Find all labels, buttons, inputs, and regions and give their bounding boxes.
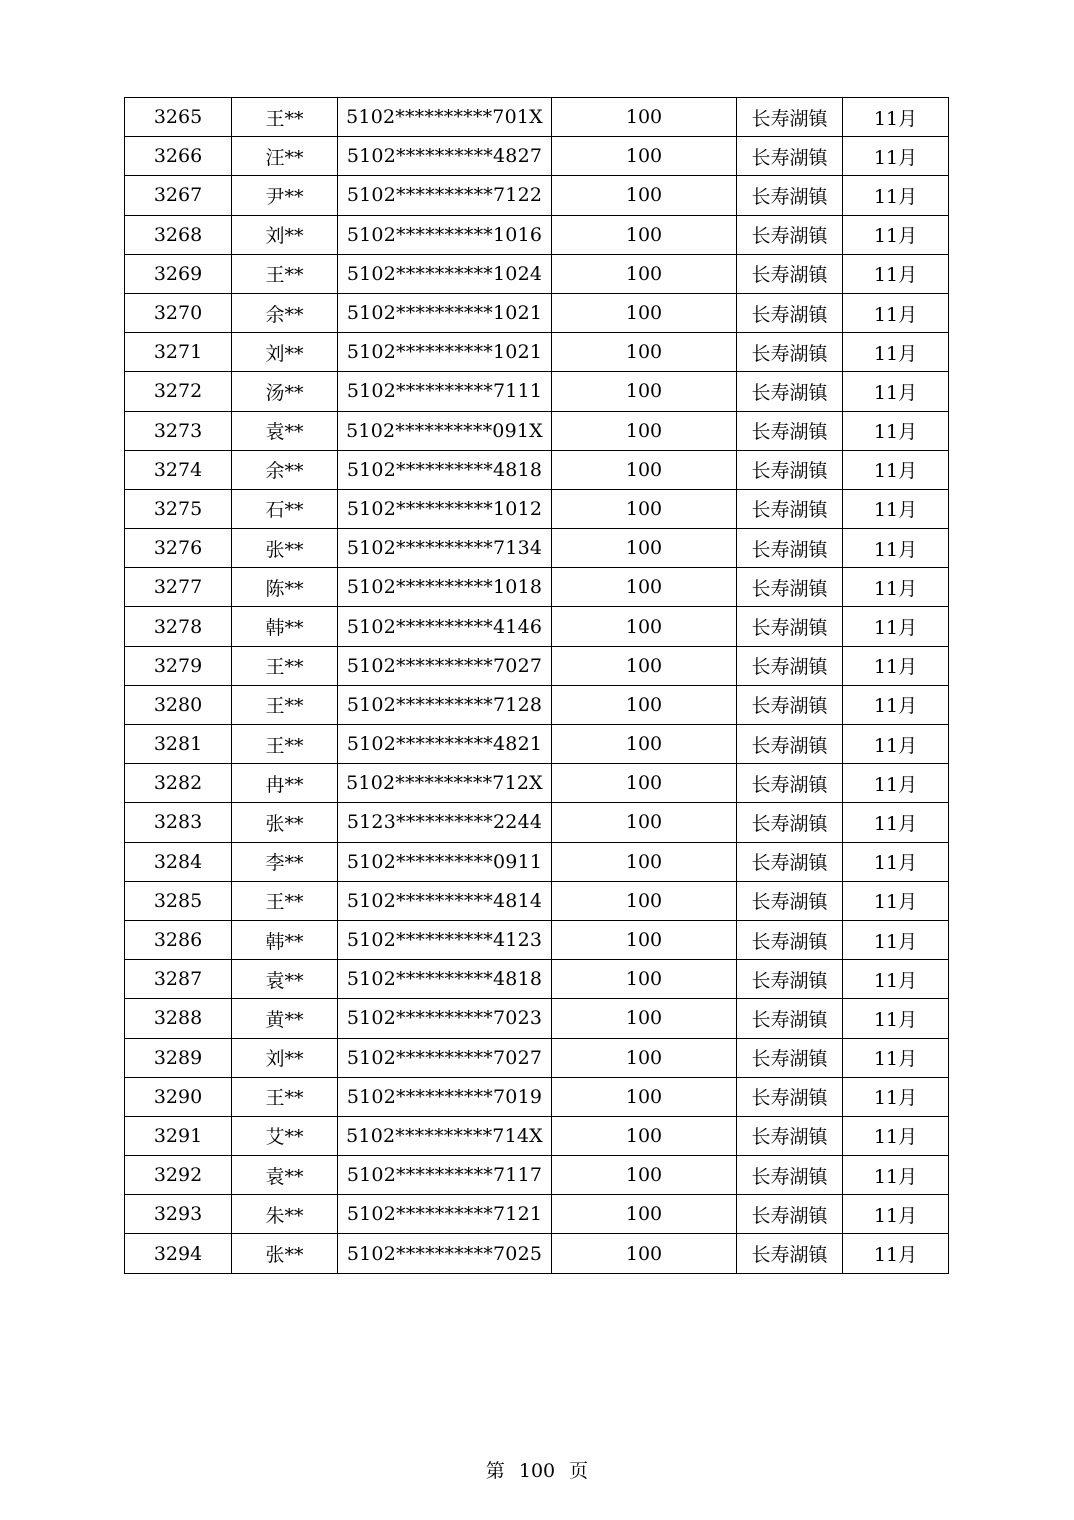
id-number-cell: 5102**********1021 <box>338 333 552 372</box>
town-cell: 长寿湖镇 <box>737 920 843 959</box>
name-cell: 王** <box>232 646 338 685</box>
month-cell: 11月 <box>843 333 949 372</box>
serial-cell: 3276 <box>125 529 232 568</box>
name-cell: 张** <box>232 1234 338 1273</box>
amount-cell: 100 <box>552 764 737 803</box>
town-cell: 长寿湖镇 <box>737 215 843 254</box>
name-cell: 冉** <box>232 764 338 803</box>
month-cell: 11月 <box>843 176 949 215</box>
name-cell: 汪** <box>232 137 338 176</box>
name-cell: 袁** <box>232 1156 338 1195</box>
amount-cell: 100 <box>552 1234 737 1273</box>
table-body <box>125 98 949 1274</box>
town-cell: 长寿湖镇 <box>737 293 843 332</box>
amount-cell: 100 <box>552 1077 737 1116</box>
id-number-cell: 5102**********7134 <box>338 529 552 568</box>
town-cell: 长寿湖镇 <box>737 881 843 920</box>
name-cell: 韩** <box>232 607 338 646</box>
town-cell: 长寿湖镇 <box>737 1195 843 1234</box>
month-cell: 11月 <box>843 646 949 685</box>
town-cell: 长寿湖镇 <box>737 568 843 607</box>
serial-cell: 3285 <box>125 881 232 920</box>
month-cell: 11月 <box>843 137 949 176</box>
amount-cell: 100 <box>552 176 737 215</box>
table-row <box>125 333 949 372</box>
serial-cell: 3289 <box>125 1038 232 1077</box>
town-cell: 长寿湖镇 <box>737 1038 843 1077</box>
id-number-cell: 5102**********4818 <box>338 450 552 489</box>
amount-cell: 100 <box>552 803 737 842</box>
serial-cell: 3269 <box>125 254 232 293</box>
name-cell: 尹** <box>232 176 338 215</box>
town-cell: 长寿湖镇 <box>737 803 843 842</box>
month-cell: 11月 <box>843 1116 949 1155</box>
month-cell: 11月 <box>843 215 949 254</box>
id-number-cell: 5102**********701X <box>338 98 552 137</box>
footer-suffix: 页 <box>569 1460 589 1482</box>
amount-cell: 100 <box>552 646 737 685</box>
serial-cell: 3286 <box>125 920 232 959</box>
table-row <box>125 215 949 254</box>
month-cell: 11月 <box>843 881 949 920</box>
table-row <box>125 725 949 764</box>
amount-cell: 100 <box>552 960 737 999</box>
id-number-cell: 5102**********7111 <box>338 372 552 411</box>
id-number-cell: 5102**********7117 <box>338 1156 552 1195</box>
serial-cell: 3279 <box>125 646 232 685</box>
id-number-cell: 5102**********1021 <box>338 293 552 332</box>
table-row <box>125 1038 949 1077</box>
town-cell: 长寿湖镇 <box>737 450 843 489</box>
serial-cell: 3266 <box>125 137 232 176</box>
name-cell: 袁** <box>232 411 338 450</box>
name-cell: 王** <box>232 98 338 137</box>
serial-cell: 3283 <box>125 803 232 842</box>
month-cell: 11月 <box>843 1156 949 1195</box>
amount-cell: 100 <box>552 254 737 293</box>
name-cell: 余** <box>232 293 338 332</box>
town-cell: 长寿湖镇 <box>737 842 843 881</box>
town-cell: 长寿湖镇 <box>737 999 843 1038</box>
table-row <box>125 999 949 1038</box>
town-cell: 长寿湖镇 <box>737 372 843 411</box>
page-footer <box>0 1456 1074 1483</box>
amount-cell: 100 <box>552 568 737 607</box>
table-row <box>125 450 949 489</box>
amount-cell: 100 <box>552 881 737 920</box>
name-cell: 张** <box>232 803 338 842</box>
month-cell: 11月 <box>843 293 949 332</box>
amount-cell: 100 <box>552 215 737 254</box>
amount-cell: 100 <box>552 98 737 137</box>
id-number-cell: 5102**********7121 <box>338 1195 552 1234</box>
name-cell: 王** <box>232 685 338 724</box>
serial-cell: 3291 <box>125 1116 232 1155</box>
town-cell: 长寿湖镇 <box>737 1156 843 1195</box>
town-cell: 长寿湖镇 <box>737 333 843 372</box>
id-number-cell: 5102**********4818 <box>338 960 552 999</box>
table-row <box>125 372 949 411</box>
name-cell: 韩** <box>232 920 338 959</box>
amount-cell: 100 <box>552 411 737 450</box>
amount-cell: 100 <box>552 1038 737 1077</box>
amount-cell: 100 <box>552 1195 737 1234</box>
town-cell: 长寿湖镇 <box>737 1234 843 1273</box>
amount-cell: 100 <box>552 372 737 411</box>
amount-cell: 100 <box>552 293 737 332</box>
serial-cell: 3294 <box>125 1234 232 1273</box>
amount-cell: 100 <box>552 489 737 528</box>
table-row <box>125 568 949 607</box>
table-row <box>125 1077 949 1116</box>
town-cell: 长寿湖镇 <box>737 176 843 215</box>
id-number-cell: 5102**********0911 <box>338 842 552 881</box>
town-cell: 长寿湖镇 <box>737 529 843 568</box>
month-cell: 11月 <box>843 98 949 137</box>
id-number-cell: 5102**********4821 <box>338 725 552 764</box>
serial-cell: 3270 <box>125 293 232 332</box>
id-number-cell: 5102**********7027 <box>338 646 552 685</box>
amount-cell: 100 <box>552 842 737 881</box>
id-number-cell: 5102**********4123 <box>338 920 552 959</box>
name-cell: 刘** <box>232 215 338 254</box>
name-cell: 汤** <box>232 372 338 411</box>
table-row <box>125 842 949 881</box>
table-row <box>125 920 949 959</box>
table-row <box>125 1234 949 1273</box>
table-row <box>125 607 949 646</box>
amount-cell: 100 <box>552 333 737 372</box>
serial-cell: 3267 <box>125 176 232 215</box>
id-number-cell: 5102**********1018 <box>338 568 552 607</box>
id-number-cell: 5102**********1024 <box>338 254 552 293</box>
month-cell: 11月 <box>843 1234 949 1273</box>
town-cell: 长寿湖镇 <box>737 1077 843 1116</box>
name-cell: 艾** <box>232 1116 338 1155</box>
serial-cell: 3281 <box>125 725 232 764</box>
month-cell: 11月 <box>843 960 949 999</box>
table-row <box>125 137 949 176</box>
id-number-cell: 5102**********4827 <box>338 137 552 176</box>
serial-cell: 3265 <box>125 98 232 137</box>
id-number-cell: 5102**********7027 <box>338 1038 552 1077</box>
amount-cell: 100 <box>552 920 737 959</box>
month-cell: 11月 <box>843 842 949 881</box>
name-cell: 李** <box>232 842 338 881</box>
table-row <box>125 1116 949 1155</box>
id-number-cell: 5123**********2244 <box>338 803 552 842</box>
name-cell: 石** <box>232 489 338 528</box>
amount-cell: 100 <box>552 1156 737 1195</box>
table-row <box>125 98 949 137</box>
month-cell: 11月 <box>843 450 949 489</box>
town-cell: 长寿湖镇 <box>737 960 843 999</box>
name-cell: 袁** <box>232 960 338 999</box>
id-number-cell: 5102**********1016 <box>338 215 552 254</box>
month-cell: 11月 <box>843 999 949 1038</box>
month-cell: 11月 <box>843 372 949 411</box>
name-cell: 王** <box>232 725 338 764</box>
amount-cell: 100 <box>552 999 737 1038</box>
table-row <box>125 529 949 568</box>
town-cell: 长寿湖镇 <box>737 1116 843 1155</box>
serial-cell: 3282 <box>125 764 232 803</box>
serial-cell: 3288 <box>125 999 232 1038</box>
month-cell: 11月 <box>843 1077 949 1116</box>
name-cell: 张** <box>232 529 338 568</box>
table-row <box>125 411 949 450</box>
amount-cell: 100 <box>552 450 737 489</box>
table-row <box>125 1195 949 1234</box>
serial-cell: 3277 <box>125 568 232 607</box>
town-cell: 长寿湖镇 <box>737 254 843 293</box>
month-cell: 11月 <box>843 1195 949 1234</box>
id-number-cell: 5102**********7122 <box>338 176 552 215</box>
serial-cell: 3268 <box>125 215 232 254</box>
amount-cell: 100 <box>552 725 737 764</box>
name-cell: 王** <box>232 254 338 293</box>
name-cell: 刘** <box>232 333 338 372</box>
town-cell: 长寿湖镇 <box>737 764 843 803</box>
serial-cell: 3273 <box>125 411 232 450</box>
serial-cell: 3287 <box>125 960 232 999</box>
name-cell: 王** <box>232 881 338 920</box>
amount-cell: 100 <box>552 1116 737 1155</box>
amount-cell: 100 <box>552 529 737 568</box>
name-cell: 陈** <box>232 568 338 607</box>
table-row <box>125 254 949 293</box>
serial-cell: 3293 <box>125 1195 232 1234</box>
amount-cell: 100 <box>552 685 737 724</box>
table-row <box>125 685 949 724</box>
town-cell: 长寿湖镇 <box>737 98 843 137</box>
table-row <box>125 960 949 999</box>
serial-cell: 3271 <box>125 333 232 372</box>
data-table-container <box>124 97 948 1274</box>
table-row <box>125 803 949 842</box>
serial-cell: 3290 <box>125 1077 232 1116</box>
name-cell: 刘** <box>232 1038 338 1077</box>
month-cell: 11月 <box>843 685 949 724</box>
month-cell: 11月 <box>843 764 949 803</box>
month-cell: 11月 <box>843 803 949 842</box>
month-cell: 11月 <box>843 529 949 568</box>
id-number-cell: 5102**********7019 <box>338 1077 552 1116</box>
amount-cell: 100 <box>552 607 737 646</box>
name-cell: 黄** <box>232 999 338 1038</box>
id-number-cell: 5102**********091X <box>338 411 552 450</box>
month-cell: 11月 <box>843 568 949 607</box>
month-cell: 11月 <box>843 254 949 293</box>
town-cell: 长寿湖镇 <box>737 646 843 685</box>
name-cell: 朱** <box>232 1195 338 1234</box>
id-number-cell: 5102**********1012 <box>338 489 552 528</box>
town-cell: 长寿湖镇 <box>737 725 843 764</box>
month-cell: 11月 <box>843 411 949 450</box>
name-cell: 王** <box>232 1077 338 1116</box>
town-cell: 长寿湖镇 <box>737 489 843 528</box>
data-table <box>124 97 949 1274</box>
town-cell: 长寿湖镇 <box>737 137 843 176</box>
serial-cell: 3272 <box>125 372 232 411</box>
table-row <box>125 1156 949 1195</box>
month-cell: 11月 <box>843 1038 949 1077</box>
town-cell: 长寿湖镇 <box>737 607 843 646</box>
table-row <box>125 764 949 803</box>
town-cell: 长寿湖镇 <box>737 411 843 450</box>
page-number: 100 <box>518 1460 556 1482</box>
table-row <box>125 489 949 528</box>
table-row <box>125 293 949 332</box>
month-cell: 11月 <box>843 725 949 764</box>
serial-cell: 3292 <box>125 1156 232 1195</box>
id-number-cell: 5102**********4146 <box>338 607 552 646</box>
table-row <box>125 646 949 685</box>
amount-cell: 100 <box>552 137 737 176</box>
id-number-cell: 5102**********7128 <box>338 685 552 724</box>
name-cell: 余** <box>232 450 338 489</box>
serial-cell: 3278 <box>125 607 232 646</box>
serial-cell: 3275 <box>125 489 232 528</box>
id-number-cell: 5102**********712X <box>338 764 552 803</box>
footer-prefix: 第 <box>485 1460 505 1482</box>
month-cell: 11月 <box>843 920 949 959</box>
id-number-cell: 5102**********714X <box>338 1116 552 1155</box>
id-number-cell: 5102**********7023 <box>338 999 552 1038</box>
table-row <box>125 881 949 920</box>
id-number-cell: 5102**********7025 <box>338 1234 552 1273</box>
id-number-cell: 5102**********4814 <box>338 881 552 920</box>
serial-cell: 3274 <box>125 450 232 489</box>
serial-cell: 3284 <box>125 842 232 881</box>
table-row <box>125 176 949 215</box>
serial-cell: 3280 <box>125 685 232 724</box>
month-cell: 11月 <box>843 489 949 528</box>
month-cell: 11月 <box>843 607 949 646</box>
town-cell: 长寿湖镇 <box>737 685 843 724</box>
